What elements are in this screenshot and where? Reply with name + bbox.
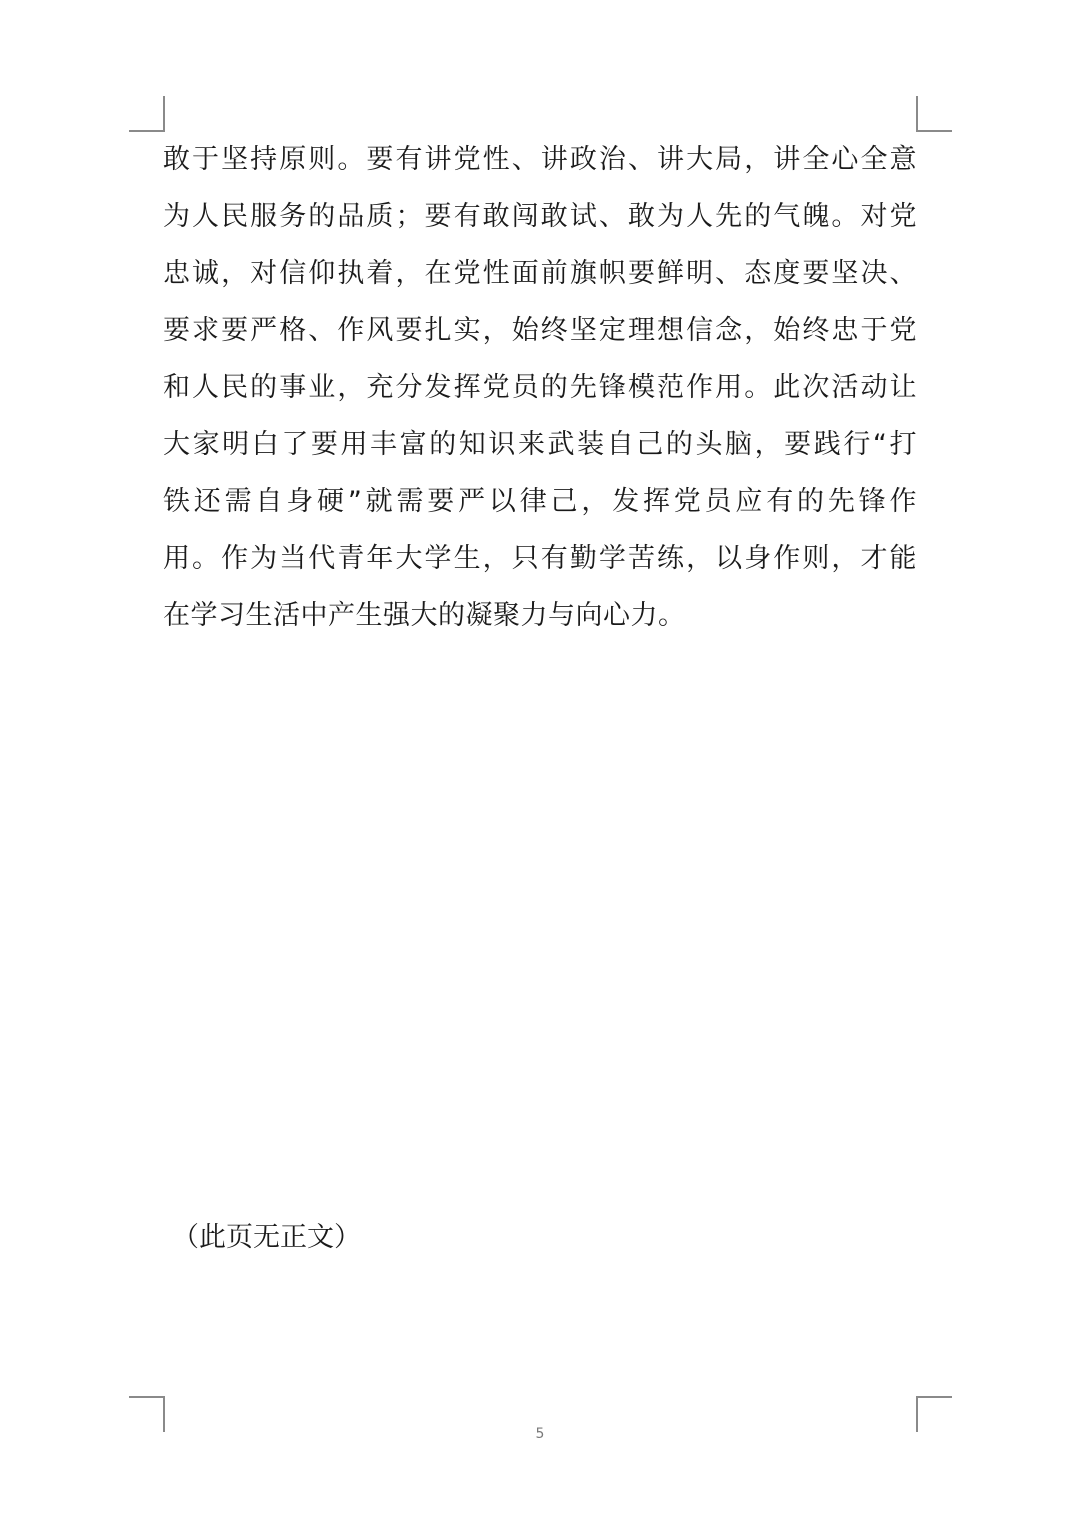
- paragraph-line: 在学习生活中产生强大的凝聚力与向心力。: [163, 600, 686, 631]
- paragraph-line: 忠诚，对信仰执着，在党性面前旗帜要鲜明、态度要坚决、: [163, 258, 917, 289]
- paragraph-line: 用。作为当代青年大学生，只有勤学苦练，以身作则，才能: [163, 543, 917, 574]
- body-paragraph: [163, 131, 917, 644]
- margin-mark-top-left: [129, 96, 165, 132]
- paragraph-line: 大家明白了要用丰富的知识来武装自己的头脑，要践行“打: [163, 429, 917, 460]
- no-body-note: （此页无正文）: [172, 1222, 361, 1253]
- margin-mark-bottom-left: [129, 1396, 165, 1432]
- margin-mark-bottom-right: [916, 1396, 952, 1432]
- paragraph-line: 敢于坚持原则。要有讲党性、讲政治、讲大局，讲全心全意: [163, 144, 917, 175]
- page-number: 5: [535, 1426, 545, 1442]
- paragraph-line: 为人民服务的品质；要有敢闯敢试、敢为人先的气魄。对党: [163, 201, 917, 232]
- paragraph-line: 要求要严格、作风要扎实，始终坚定理想信念，始终忠于党: [163, 315, 917, 346]
- margin-mark-top-right: [916, 96, 952, 132]
- paragraph-line: 铁还需自身硬”就需要严以律己，发挥党员应有的先锋作: [163, 486, 917, 517]
- paragraph-line: 和人民的事业，充分发挥党员的先锋模范作用。此次活动让: [163, 372, 917, 403]
